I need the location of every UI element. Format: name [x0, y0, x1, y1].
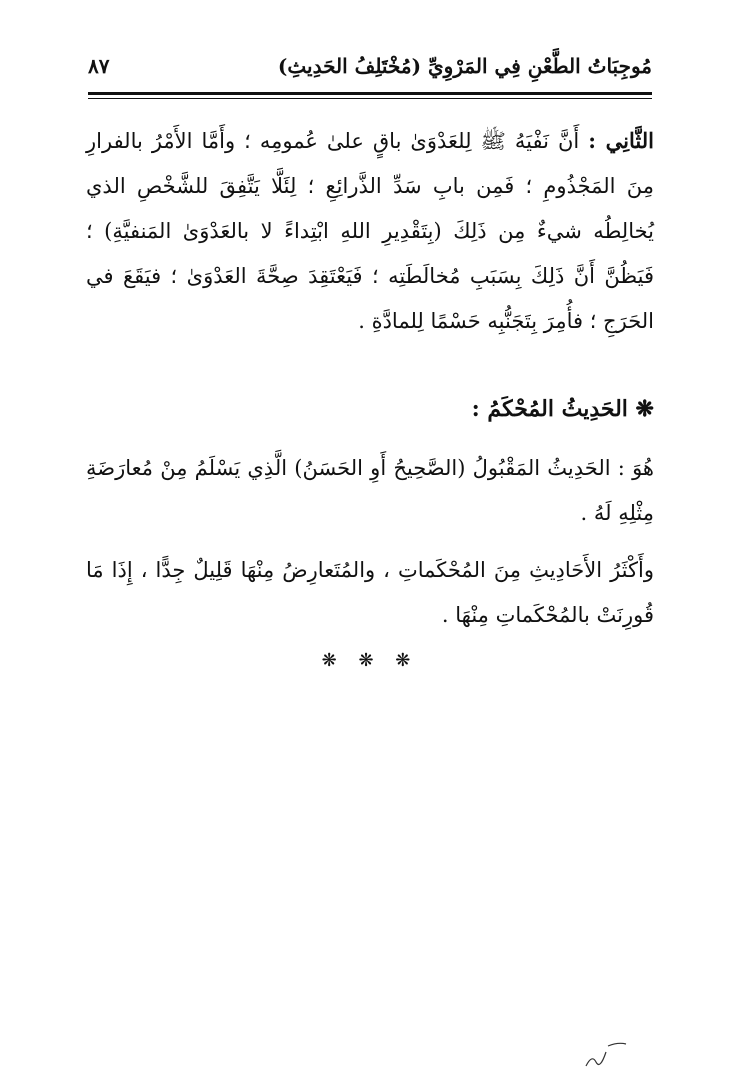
page-number: ٨٧ — [88, 54, 110, 78]
header-rule-thin — [88, 98, 652, 99]
running-title: مُوجِبَاتُ الطَّعْنِ فِي المَرْوِيِّ (مُخْتَلِفُ الحَدِيثِ) — [277, 54, 652, 78]
paragraph-definition: هُوَ : الحَدِيثُ المَقْبُولُ (الصَّحِيحُ أَوِ الحَسَنُ) الَّذِي يَسْلَمُ مِنْ مُعارَضَةِ مِثْلِهِ لَهُ . — [86, 456, 654, 525]
paragraph-text: أَنَّ نَفْيَهُ ﷺ لِلعَدْوَىٰ باقٍ علىٰ عُمومِه ؛ وأَمَّا الأَمْرُ بالفرارِ مِنَ المَجْذُومِ ؛ فَمِن بابِ سَدِّ الذَّرائِعِ ؛ لِئَلَّا يَتَّفِقَ للشَّخْصِ الذي يُخالِطُه شيءٌ مِن ذَلِكَ (بِتَقْدِيرِ اللهِ ابْتِداءً لا بالعَدْوَىٰ المَنفيَّةِ) ؛ فَيَظُنَّ أَنَّ ذَلِكَ بِسَبَبِ مُخالَطَتِه ؛ فَيَعْتَقِدَ صِحَّةَ العَدْوَىٰ ؛ فيَقَعَ في الحَرَجِ ؛ فأُمِرَ بِتَجَنُّبِه حَسْمًا لِلمادَّةِ . — [86, 129, 654, 333]
paragraph-note: وأَكْثَرُ الأَحَادِيثِ مِنَ المُحْكَماتِ ، والمُتَعارِضُ مِنْهَا قَلِيلٌ جِدًّا ، إِذَا مَا قُورِنَتْ بالمُحْكَماتِ مِنْهَا . — [86, 558, 654, 627]
page-header — [88, 50, 652, 90]
section-heading: ❋ الحَدِيثُ المُحْكَمُ : — [471, 396, 654, 422]
paragraph-lead: الثَّانِي : — [588, 128, 654, 153]
header-rule-thick — [88, 92, 652, 95]
paragraph-second-view — [86, 118, 654, 344]
pen-mark-icon — [580, 1036, 630, 1076]
section-separator: ❋ ❋ ❋ — [321, 650, 419, 671]
